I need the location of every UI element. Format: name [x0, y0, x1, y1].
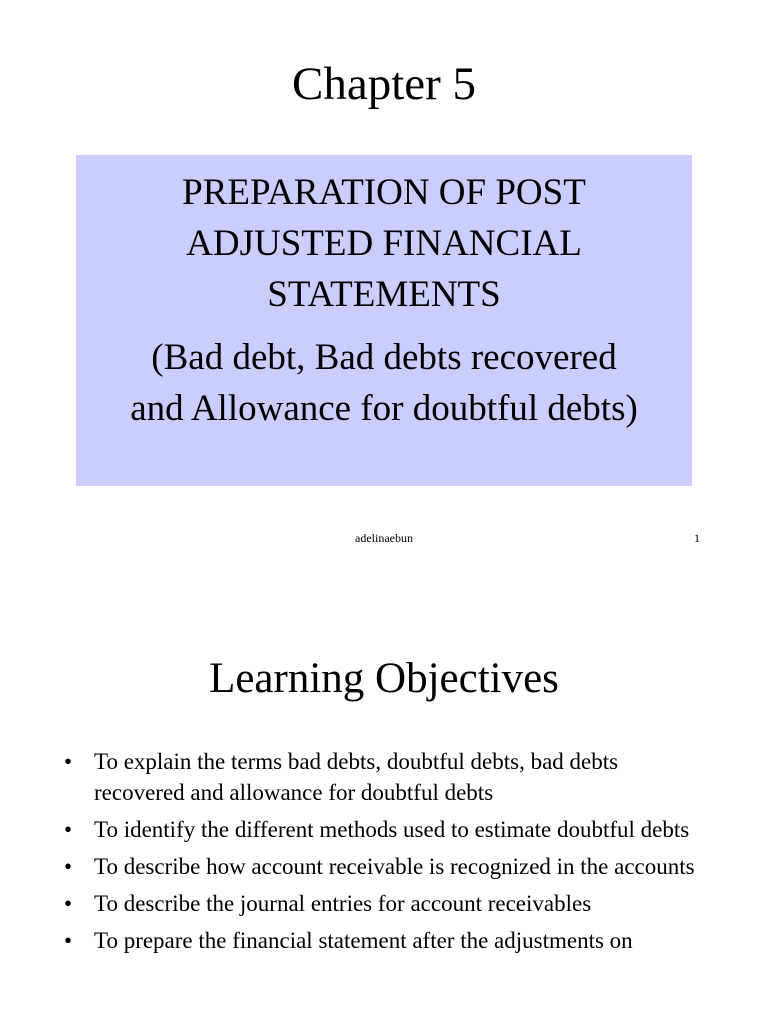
objective-text: To describe how account receivable is recognized in the accounts — [94, 854, 695, 879]
objectives-title: Learning Objectives — [209, 655, 559, 702]
slide-2 — [0, 576, 768, 1024]
objective-text: To explain the terms bad debts, doubtful debts, bad debts recovered and allowance for doubtful debts — [94, 749, 619, 805]
bullet-icon: • — [64, 928, 73, 953]
bullet-icon: • — [64, 891, 73, 916]
objective-item — [62, 814, 712, 845]
objectives-list — [62, 746, 712, 962]
slide-title-line: STATEMENTS — [267, 274, 501, 315]
objective-item — [62, 925, 712, 956]
bullet-icon: • — [64, 817, 73, 842]
slide-subtitle — [76, 332, 692, 434]
footer-author: adelinaebun — [355, 531, 413, 545]
bullet-icon: • — [64, 854, 73, 879]
slide-subtitle-line: (Bad debt, Bad debts recovered — [151, 337, 617, 378]
objective-item — [62, 746, 712, 808]
slide-title-line: PREPARATION OF POST — [182, 172, 586, 213]
bullet-icon: • — [64, 749, 73, 774]
chapter-title: Chapter 5 — [291, 58, 477, 110]
slide-title-line: ADJUSTED FINANCIAL — [186, 223, 582, 264]
title-box — [76, 155, 692, 486]
objective-item — [62, 851, 712, 882]
objective-item — [62, 888, 712, 919]
slide-title — [76, 167, 692, 320]
objective-text: To identify the different methods used to estimate doubtful debts — [94, 817, 690, 842]
slide-subtitle-line: and Allowance for doubtful debts) — [130, 388, 638, 429]
objective-text: To prepare the financial statement after the adjustments on — [94, 928, 633, 953]
objective-text: To describe the journal entries for account receivables — [94, 891, 592, 916]
page-number: 1 — [694, 531, 700, 545]
